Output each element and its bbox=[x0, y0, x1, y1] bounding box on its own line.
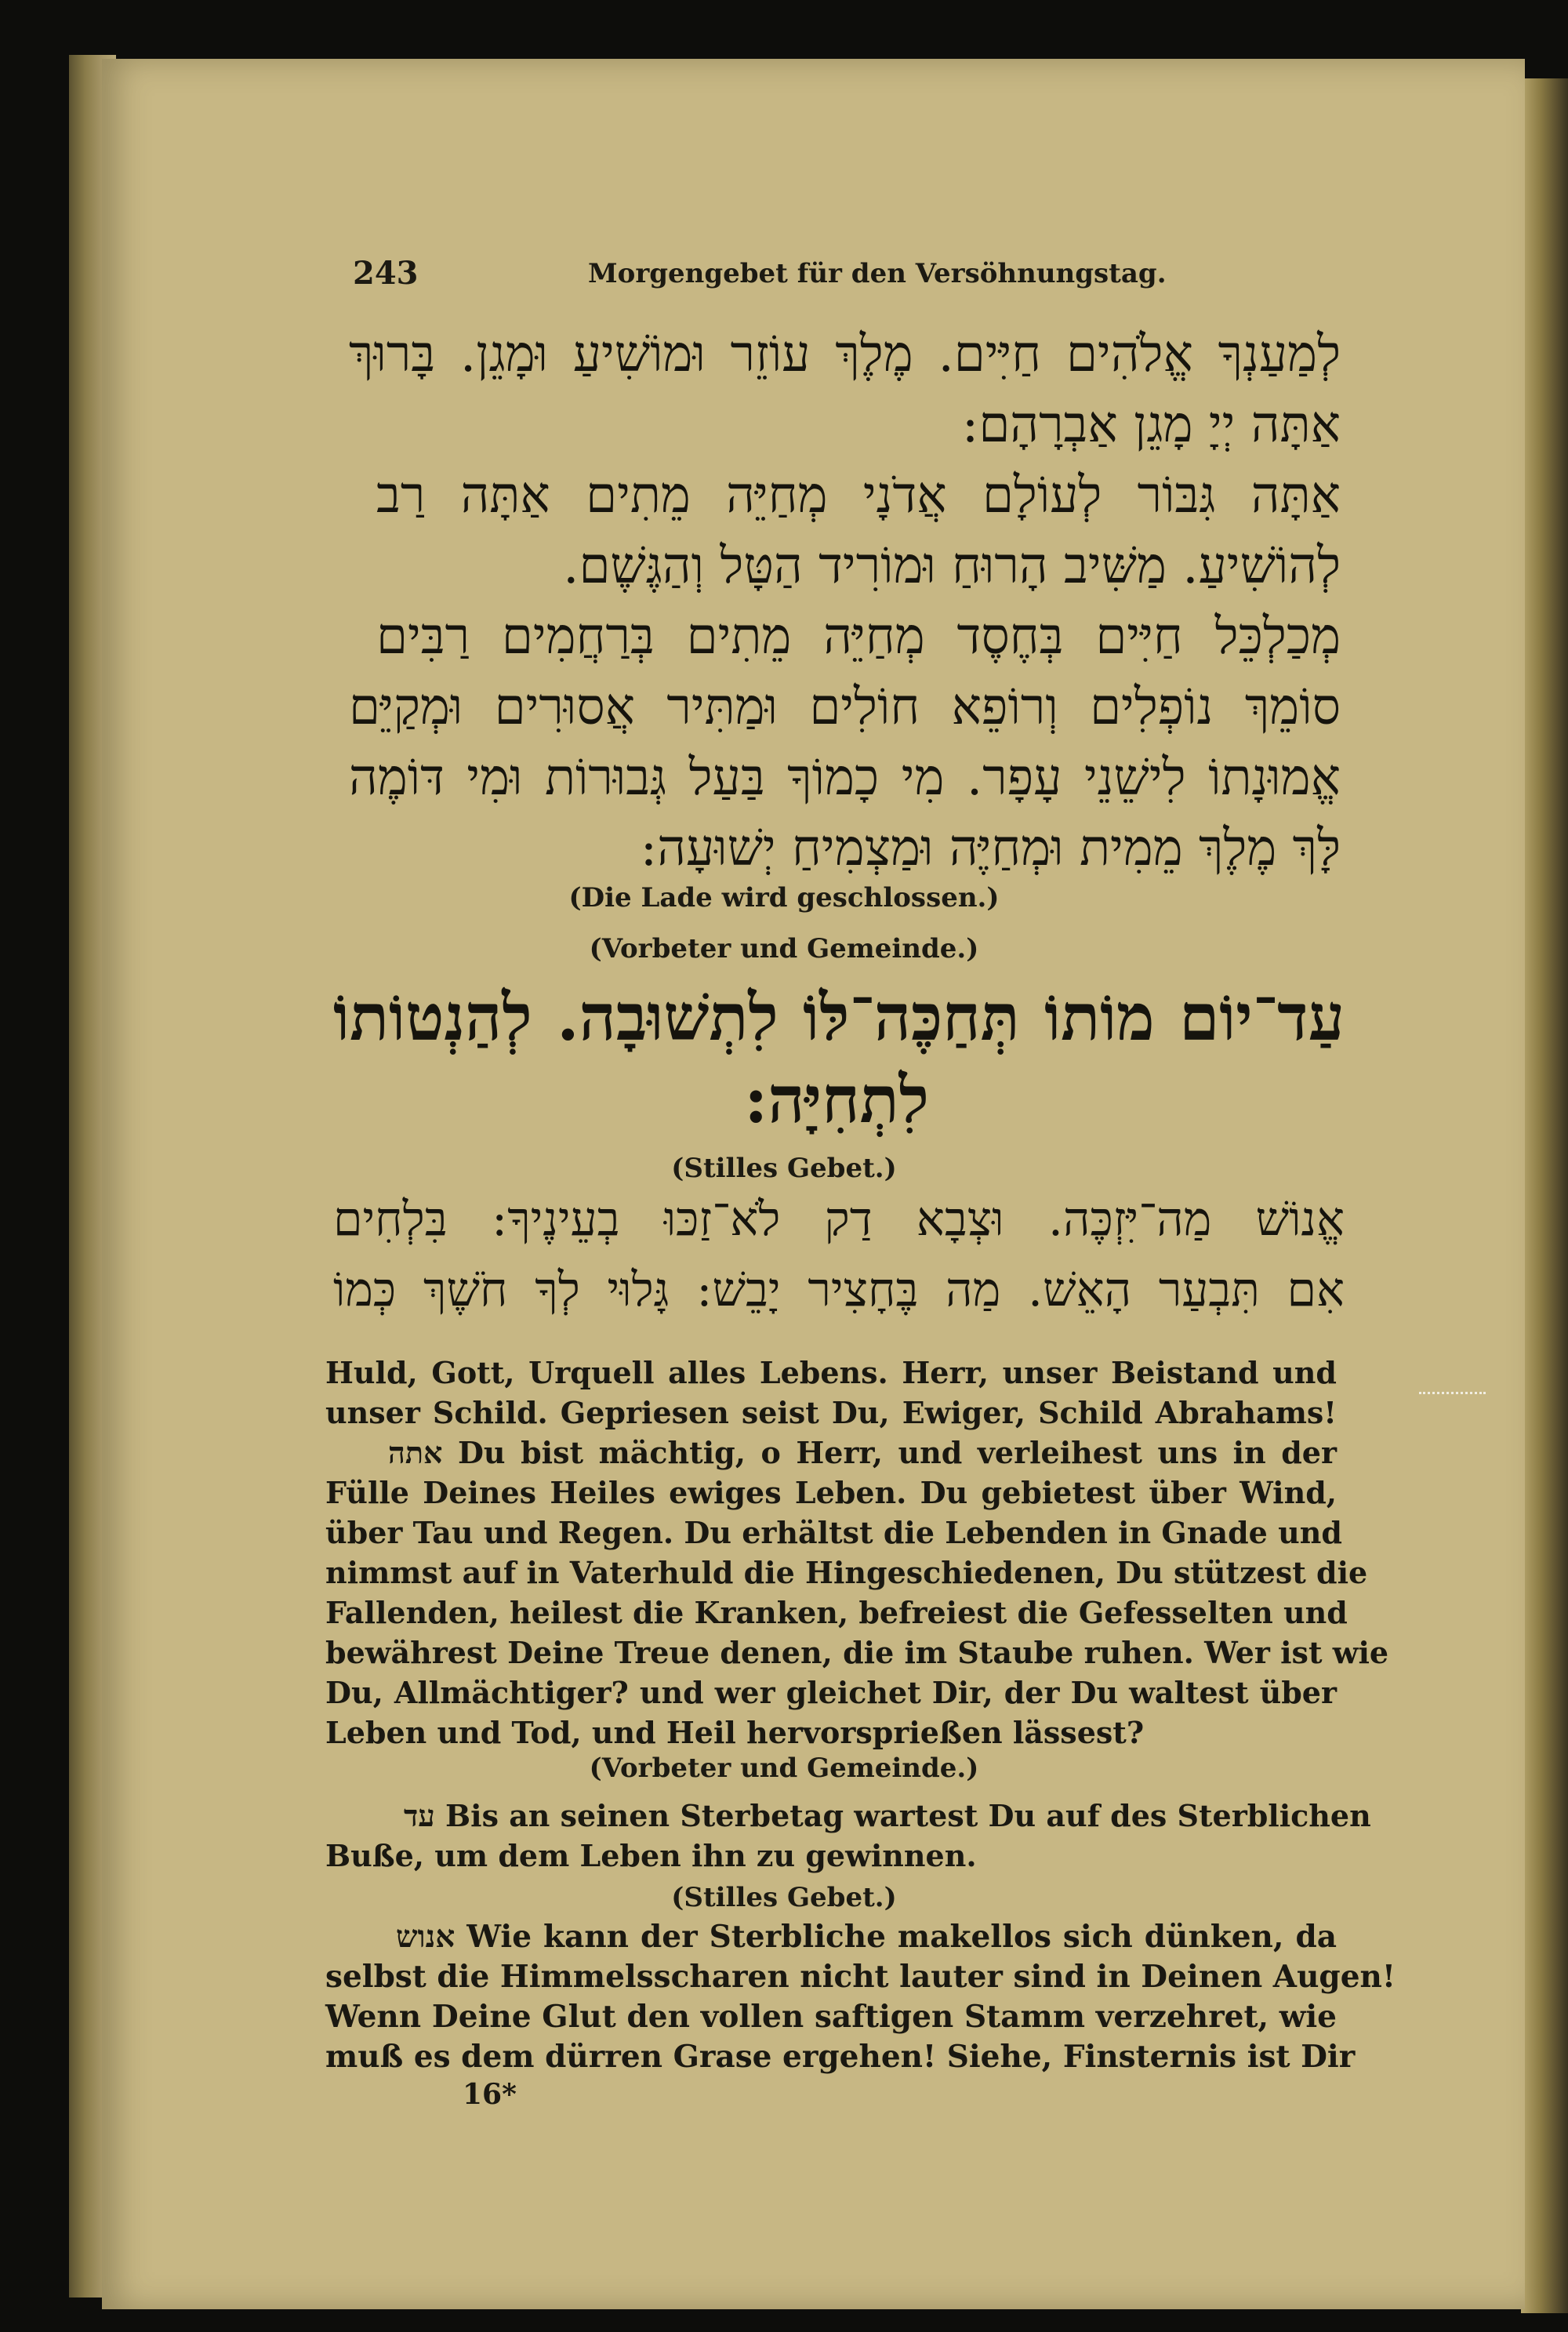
german-line: selbst die Himmelsscharen nicht lauter sind in Deinen Augen! bbox=[325, 1959, 1396, 1995]
page-number: 243 bbox=[353, 255, 419, 292]
german-translation-1 bbox=[325, 1353, 1389, 1753]
german-line: Leben und Tod, und Heil hervorsprießen lässest? bbox=[325, 1715, 1145, 1750]
german-line: אנוש Wie kann der Sterbliche makellos sich dünken, da bbox=[396, 1919, 1337, 1955]
hebrew-line: לָּךְ מֶלֶךְ מֵמִית וּמְחַיֶּה וּמַצְמִיחַ יְשׁוּעָה: bbox=[640, 819, 1341, 877]
note-silent-prayer: (Stilles Gebet.) bbox=[671, 1153, 897, 1184]
note-ark-closed: (Die Lade wird geschlossen.) bbox=[568, 882, 1000, 914]
hebrew-large-line: לִתְחִיָּה: bbox=[744, 1062, 929, 1138]
margin-mark bbox=[1419, 1392, 1486, 1410]
book-edge-right bbox=[1521, 78, 1568, 2313]
german-line: Du, Allmächtiger? und wer gleichet Dir, der Du waltest über bbox=[325, 1675, 1337, 1710]
signature-mark: 16* bbox=[463, 2078, 517, 2111]
hebrew-line: סוֹמֵךְ נוֹפְלִים וְרוֹפֵא חוֹלִים וּמַתִּיר אֲסוּרִים וּמְקַיֵּם bbox=[349, 678, 1341, 736]
hebrew-line: לְמַעַנְךָ אֱלֹהִים חַיִּים. מֶלֶךְ עוֹזֵר וּמוֹשִׁיעַ וּמָגֵן. בָּרוּךְ bbox=[349, 325, 1341, 383]
german-line: über Tau und Regen. Du erhältst die Lebenden in Gnade und bbox=[325, 1515, 1342, 1550]
hebrew-line: אֱמוּנָתוֹ לִישֵׁנֵי עָפָר. מִי כָמוֹךָ בַּעַל גְּבוּרוֹת וּמִי דּוֹמֶה bbox=[349, 749, 1341, 807]
german-line: Fülle Deines Heiles ewiges Leben. Du gebietest über Wind, bbox=[325, 1475, 1337, 1510]
german-line: Buße, um dem Leben ihn zu gewinnen. bbox=[325, 1838, 977, 1873]
hebrew-line: אֱנוֹשׁ מַה־יִּזְכֶּה. וּצְבָא דַק לֹא־זַכּוּ בְעֵינֶיךָ: בִּלְחִים bbox=[333, 1192, 1345, 1247]
german-line: nimmst auf in Vaterhuld die Hingeschiedenen, Du stützest die bbox=[325, 1555, 1368, 1590]
running-title: Morgengebet für den Versöhnungstag. bbox=[588, 258, 1167, 289]
german-line: muß es dem dürren Grase ergehen! Siehe, Finsternis ist Dir bbox=[325, 2039, 1356, 2075]
hebrew-line: אַתָּה גִּבּוֹר לְעוֹלָם אֲדֹנָי מְחַיֵּה מֵתִים אַתָּה רַב bbox=[376, 467, 1341, 525]
german-translation-3 bbox=[325, 1917, 1396, 2077]
german-line: Huld, Gott, Urquell alles Lebens. Herr, unser Beistand und bbox=[325, 1355, 1337, 1390]
german-line: עד Bis an seinen Sterbetag wartest Du auf des Sterblichen bbox=[404, 1798, 1371, 1833]
german-note-cantor: (Vorbeter und Gemeinde.) bbox=[589, 1753, 979, 1784]
german-line: אתה Du bist mächtig, o Herr, und verleihest uns in der bbox=[388, 1435, 1337, 1470]
german-line: bewährest Deine Treue denen, die im Staube ruhen. Wer ist wie bbox=[325, 1635, 1389, 1670]
hebrew-line: לְהוֹשִׁיעַ. מַשִּׁיב הָרוּחַ וּמוֹרִיד הַטָּל וְהַגֶּשֶׁם. bbox=[563, 537, 1341, 595]
hebrew-line: אַתָּה יְיָ מָגֵן אַבְרָהָם: bbox=[961, 396, 1341, 454]
german-note-silent: (Stilles Gebet.) bbox=[671, 1882, 897, 1913]
hebrew-large-line: עַד־יוֹם מוֹתוֹ תְּחַכֶּה־לּוֹ לִתְשׁוּבָה. לְהַנְטוֹתוֹ bbox=[333, 980, 1345, 1055]
german-line: Fallenden, heilest die Kranken, befreiest die Gefesselten und bbox=[325, 1595, 1348, 1630]
hebrew-line: אִם תִּבְעַר הָאֵשׁ. מַה בֶּחָצִיר יָבֵשׁ: גָּלוּי לְךָ חֹשֶׁךְ כְּמוֹ bbox=[333, 1262, 1345, 1317]
german-line: Wenn Deine Glut den vollen saftigen Stamm verzehret, wie bbox=[325, 1999, 1337, 2035]
page-header bbox=[353, 255, 1427, 302]
german-line: unser Schild. Gepriesen seist Du, Ewiger, Schild Abrahams! bbox=[325, 1395, 1337, 1430]
german-translation-2 bbox=[325, 1796, 1371, 1876]
hebrew-line: מְכַלְכֵּל חַיִּים בְּחֶסֶד מְחַיֵּה מֵתִים בְּרַחֲמִים רַבִּים bbox=[376, 608, 1341, 666]
note-cantor-congregation: (Vorbeter und Gemeinde.) bbox=[589, 933, 979, 964]
